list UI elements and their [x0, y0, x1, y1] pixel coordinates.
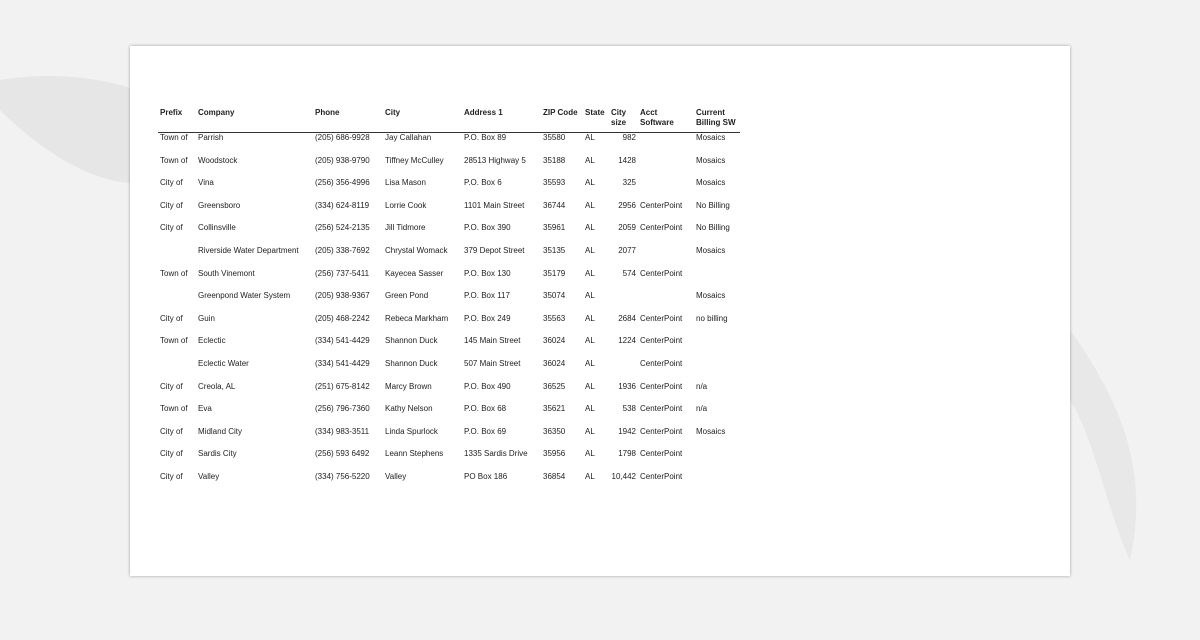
- cell-zip: 35621: [543, 404, 566, 414]
- cell-city: Kayecea Sasser: [385, 268, 444, 278]
- cell-state: AL: [585, 291, 595, 301]
- header-address1: Address 1: [462, 108, 541, 133]
- cell-phone: (251) 675-8142: [315, 381, 370, 391]
- cell-city-size: 325: [622, 178, 636, 188]
- cell-phone: (334) 624-8119: [315, 200, 370, 210]
- cell-state: AL: [585, 449, 595, 459]
- cell-city: Lisa Mason: [385, 178, 426, 188]
- cell-prefix: City of: [160, 313, 183, 323]
- cell-prefix: Town of: [160, 133, 188, 142]
- cell-address1: 1101 Main Street: [464, 200, 525, 210]
- cell-current-billing: n/a: [696, 404, 708, 414]
- cell-zip: 35179: [543, 268, 566, 278]
- cell-address1: P.O. Box 69: [464, 426, 507, 436]
- header-acct-software: Acct Software: [638, 108, 694, 133]
- cell-city-size: 574: [622, 268, 636, 278]
- cell-current-billing: Mosaics: [696, 155, 726, 165]
- cell-phone: (256) 524-2135: [315, 223, 370, 233]
- cell-city: Linda Spurlock: [385, 426, 438, 436]
- header-prefix: Prefix: [158, 108, 196, 133]
- cell-city-size: 1936: [618, 381, 636, 391]
- cell-city-size: 1428: [618, 155, 636, 165]
- cell-state: AL: [585, 471, 595, 481]
- cell-address1: P.O. Box 490: [464, 381, 511, 391]
- cell-zip: 35135: [543, 245, 566, 255]
- cell-prefix: Town of: [160, 268, 188, 278]
- cell-company: Vina: [198, 178, 214, 188]
- cell-current-billing: No Billing: [696, 223, 730, 233]
- cell-phone: (256) 737-5411: [315, 268, 370, 278]
- cell-address1: P.O. Box 6: [464, 178, 502, 188]
- header-zip: ZIP Code: [541, 108, 583, 133]
- cell-company: Guin: [198, 313, 215, 323]
- cell-acct-software: [638, 246, 694, 269]
- cell-phone: (205) 938-9367: [315, 291, 370, 301]
- table-row: [158, 472, 740, 495]
- cell-company: Collinsville: [198, 223, 236, 233]
- cell-current-billing: [694, 359, 740, 382]
- table-row: [158, 291, 740, 314]
- cell-address1: P.O. Box 68: [464, 404, 507, 414]
- cell-city: Tiffney McCulley: [385, 155, 444, 165]
- cell-current-billing: n/a: [696, 381, 708, 391]
- cell-address1: P.O. Box 390: [464, 223, 511, 233]
- cell-city: Jill Tidmore: [385, 223, 426, 233]
- table-row: [158, 359, 740, 382]
- table-row: [158, 178, 740, 201]
- cell-state: AL: [585, 404, 595, 414]
- cell-prefix: City of: [160, 381, 183, 391]
- cell-address1: P.O. Box 89: [464, 133, 507, 142]
- cell-acct-software: CenterPoint: [640, 471, 683, 481]
- cell-current-billing: Mosaics: [696, 426, 726, 436]
- cell-company: Riverside Water Department: [198, 245, 299, 255]
- cell-state: AL: [585, 133, 595, 142]
- cell-state: AL: [585, 200, 595, 210]
- cell-company: Valley: [198, 471, 220, 481]
- cell-phone: (256) 356-4996: [315, 178, 370, 188]
- cell-address1: P.O. Box 249: [464, 313, 511, 323]
- cell-acct-software: CenterPoint: [640, 358, 683, 368]
- cell-phone: (205) 938-9790: [315, 155, 370, 165]
- table-row: [158, 314, 740, 337]
- cell-company: Midland City: [198, 426, 243, 436]
- cell-city-size: 2059: [618, 223, 636, 233]
- header-current-billing: Current Billing SW: [694, 108, 740, 133]
- cell-acct-software: CenterPoint: [640, 426, 683, 436]
- cell-company: Greensboro: [198, 200, 241, 210]
- cell-state: AL: [585, 381, 595, 391]
- cell-state: AL: [585, 155, 595, 165]
- cell-current-billing: [694, 472, 740, 495]
- cell-prefix: City of: [160, 449, 183, 459]
- header-phone: Phone: [313, 108, 383, 133]
- table-header-row: [158, 108, 740, 133]
- cell-zip: 35188: [543, 155, 566, 165]
- cell-company: Greenpond Water System: [198, 291, 291, 301]
- cell-state: AL: [585, 358, 595, 368]
- cell-city: Kathy Nelson: [385, 404, 433, 414]
- cell-zip: 35956: [543, 449, 566, 459]
- cell-zip: 35961: [543, 223, 566, 233]
- table-row: [158, 427, 740, 450]
- cell-state: AL: [585, 336, 595, 346]
- table-row: [158, 246, 740, 269]
- cell-city-size: [609, 359, 638, 382]
- cell-address1: P.O. Box 130: [464, 268, 511, 278]
- cell-company: Parrish: [198, 133, 224, 142]
- cell-company: South Vinemont: [198, 268, 255, 278]
- cell-acct-software: [638, 178, 694, 201]
- cell-zip: 36350: [543, 426, 566, 436]
- cell-company: Eva: [198, 404, 212, 414]
- cell-city-size: 1798: [618, 449, 636, 459]
- cell-city-size: 1942: [618, 426, 636, 436]
- cell-city: Shannon Duck: [385, 336, 438, 346]
- cell-city: Chrystal Womack: [385, 245, 448, 255]
- cell-zip: 35563: [543, 313, 566, 323]
- cell-prefix: [158, 359, 196, 382]
- cell-phone: (334) 983-3511: [315, 426, 370, 436]
- cell-acct-software: [638, 133, 694, 156]
- cell-city: Valley: [385, 471, 407, 481]
- cell-acct-software: [638, 291, 694, 314]
- cell-address1: 507 Main Street: [464, 358, 521, 368]
- cell-city-size: 982: [622, 133, 636, 142]
- cell-current-billing: no billing: [696, 313, 728, 323]
- cell-state: AL: [585, 178, 595, 188]
- cell-address1: 145 Main Street: [464, 336, 521, 346]
- cell-prefix: Town of: [160, 155, 188, 165]
- cell-current-billing: Mosaics: [696, 133, 726, 142]
- cell-current-billing: [694, 269, 740, 292]
- cell-prefix: Town of: [160, 336, 188, 346]
- cell-zip: 35580: [543, 133, 566, 142]
- cell-state: AL: [585, 245, 595, 255]
- cell-city: Marcy Brown: [385, 381, 432, 391]
- table-row: [158, 449, 740, 472]
- cell-prefix: City of: [160, 223, 183, 233]
- cell-prefix: Town of: [160, 404, 188, 414]
- cell-acct-software: CenterPoint: [640, 268, 683, 278]
- cell-acct-software: CenterPoint: [640, 449, 683, 459]
- cell-prefix: City of: [160, 178, 183, 188]
- cell-acct-software: CenterPoint: [640, 313, 683, 323]
- cell-zip: 35593: [543, 178, 566, 188]
- cell-city-size: 2684: [618, 313, 636, 323]
- table-row: [158, 382, 740, 405]
- cell-city-size: 10,442: [611, 471, 636, 481]
- cell-state: AL: [585, 223, 595, 233]
- cell-city: Leann Stephens: [385, 449, 444, 459]
- cell-city-size: 2077: [618, 245, 636, 255]
- table-row: [158, 223, 740, 246]
- cell-zip: 35074: [543, 291, 566, 301]
- cell-current-billing: [694, 336, 740, 359]
- cell-city-size: 538: [622, 404, 636, 414]
- header-city: City: [383, 108, 462, 133]
- cell-prefix: [158, 291, 196, 314]
- cell-address1: 28513 Highway 5: [464, 155, 526, 165]
- cell-current-billing: No Billing: [696, 200, 730, 210]
- table-row: [158, 133, 740, 156]
- cell-city: Jay Callahan: [385, 133, 432, 142]
- cell-current-billing: Mosaics: [696, 245, 726, 255]
- cell-company: Eclectic Water: [198, 358, 249, 368]
- cell-city-size: 1224: [618, 336, 636, 346]
- cell-city: Rebeca Markham: [385, 313, 449, 323]
- cell-company: Creola, AL: [198, 381, 236, 391]
- cell-zip: 36525: [543, 381, 566, 391]
- cell-phone: (334) 541-4429: [315, 336, 370, 346]
- header-company: Company: [196, 108, 313, 133]
- cell-phone: (205) 468-2242: [315, 313, 370, 323]
- cell-acct-software: CenterPoint: [640, 223, 683, 233]
- cell-company: Eclectic: [198, 336, 226, 346]
- cell-phone: (205) 686-9928: [315, 133, 370, 142]
- cell-company: Woodstock: [198, 155, 238, 165]
- cell-prefix: City of: [160, 471, 183, 481]
- cell-zip: 36854: [543, 471, 566, 481]
- cell-current-billing: Mosaics: [696, 291, 726, 301]
- cell-zip: 36744: [543, 200, 566, 210]
- document-page: [130, 46, 1070, 576]
- cell-city: Shannon Duck: [385, 358, 438, 368]
- cell-current-billing: [694, 449, 740, 472]
- cell-zip: 36024: [543, 358, 566, 368]
- table-row: [158, 336, 740, 359]
- cell-prefix: City of: [160, 200, 183, 210]
- cell-acct-software: CenterPoint: [640, 336, 683, 346]
- cell-company: Sardis City: [198, 449, 237, 459]
- cell-phone: (334) 756-5220: [315, 471, 370, 481]
- cell-address1: P.O. Box 117: [464, 291, 510, 301]
- cell-address1: PO Box 186: [464, 471, 508, 481]
- cell-prefix: City of: [160, 426, 183, 436]
- cell-prefix: [158, 246, 196, 269]
- cell-acct-software: CenterPoint: [640, 200, 683, 210]
- header-state: State: [583, 108, 609, 133]
- cell-acct-software: CenterPoint: [640, 381, 683, 391]
- table-body: [158, 133, 740, 495]
- cell-city: Green Pond: [385, 291, 429, 301]
- table-row: [158, 156, 740, 179]
- cell-state: AL: [585, 268, 595, 278]
- cell-phone: (256) 796-7360: [315, 404, 370, 414]
- cell-address1: 1335 Sardis Drive: [464, 449, 528, 459]
- header-city-size: City size: [609, 108, 638, 133]
- cell-phone: (205) 338-7692: [315, 245, 370, 255]
- cell-current-billing: Mosaics: [696, 178, 726, 188]
- cell-address1: 379 Depot Street: [464, 245, 525, 255]
- municipalities-table: [158, 108, 740, 495]
- cell-phone: (256) 593 6492: [315, 449, 370, 459]
- cell-acct-software: [638, 156, 694, 179]
- cell-city-size: [609, 291, 638, 314]
- cell-zip: 36024: [543, 336, 566, 346]
- table-row: [158, 404, 740, 427]
- cell-city-size: 2956: [618, 200, 636, 210]
- cell-state: AL: [585, 426, 595, 436]
- table-row: [158, 201, 740, 224]
- cell-state: AL: [585, 313, 595, 323]
- cell-phone: (334) 541-4429: [315, 358, 370, 368]
- cell-city: Lorrie Cook: [385, 200, 427, 210]
- cell-acct-software: CenterPoint: [640, 404, 683, 414]
- table-row: [158, 269, 740, 292]
